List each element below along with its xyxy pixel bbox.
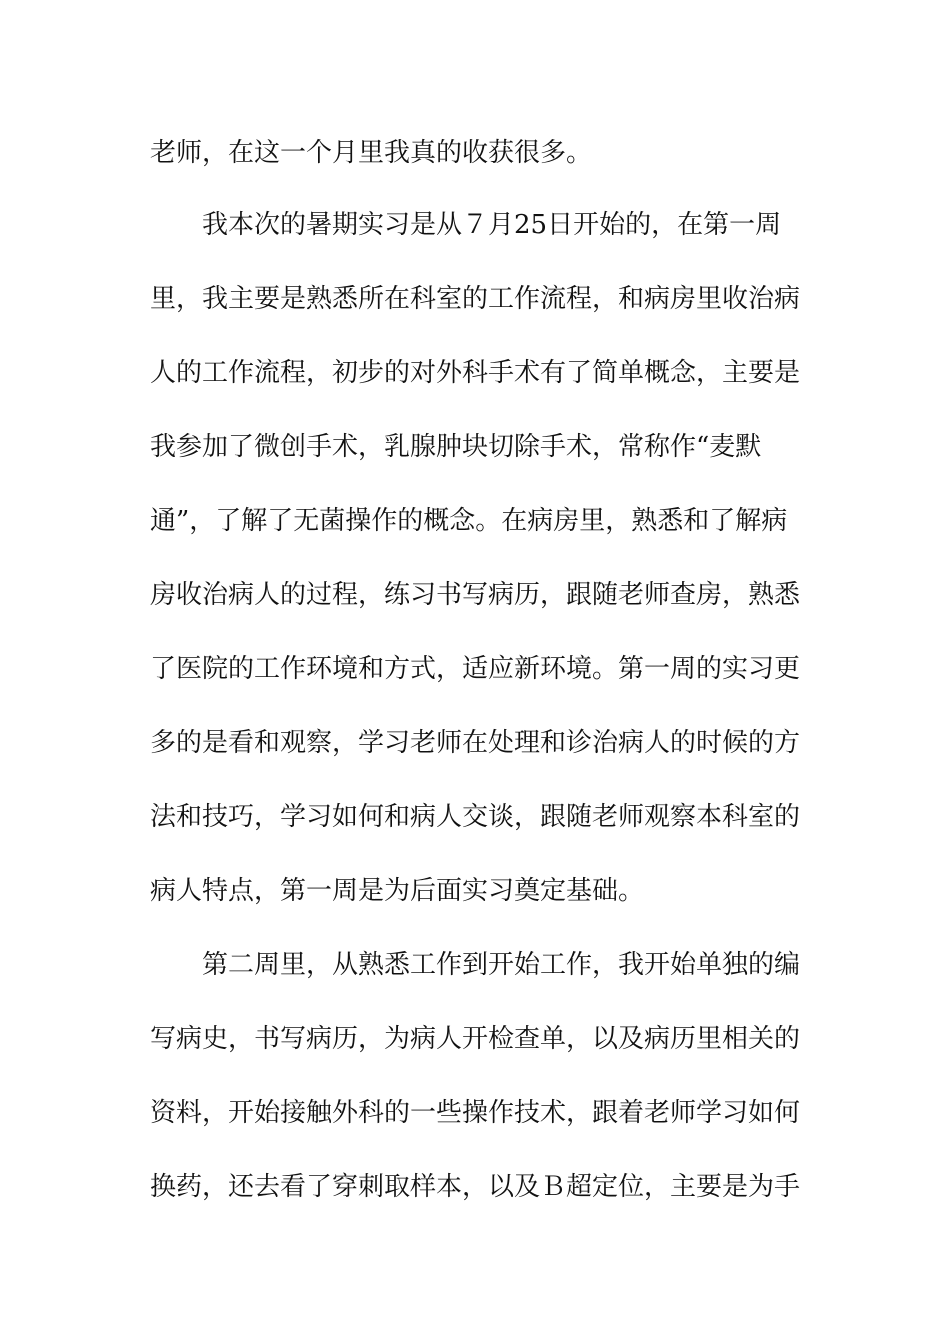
text-line: 病人特点，第一周是为后面实习奠定基础。 [150, 876, 645, 906]
paragraph-first-line: 我本次的暑期实习是从７月25日开始的，在第一周 [202, 210, 782, 240]
paragraph-first-line: 第二周里，从熟悉工作到开始工作，我开始单独的编 [202, 950, 801, 980]
text-line: 我参加了微创手术，乳腺肿块切除手术，常称作“麦默 [150, 432, 762, 462]
text-line: 资料，开始接触外科的一些操作技术，跟着老师学习如何 [150, 1098, 801, 1128]
text-line: 人的工作流程，初步的对外科手术有了简单概念，主要是 [150, 358, 801, 388]
text-line: 写病史，书写病历，为病人开检查单，以及病历里相关的 [150, 1024, 801, 1054]
text-line: 里，我主要是熟悉所在科室的工作流程，和病房里收治病 [150, 284, 801, 314]
text-line: 通”，了解了无菌操作的概念。在病房里，熟悉和了解病 [150, 506, 788, 536]
text-line: 换药，还去看了穿刺取样本，以及Ｂ超定位，主要是为手 [150, 1172, 801, 1202]
text-line: 法和技巧，学习如何和病人交谈，跟随老师观察本科室的 [150, 802, 801, 832]
text-line: 老师，在这一个月里我真的收获很多。 [150, 138, 593, 168]
text-line: 了医院的工作环境和方式，适应新环境。第一周的实习更 [150, 654, 801, 684]
text-line: 多的是看和观察，学习老师在处理和诊治病人的时候的方 [150, 728, 801, 758]
text-line: 房收治病人的过程，练习书写病历，跟随老师查房，熟悉 [150, 580, 801, 610]
